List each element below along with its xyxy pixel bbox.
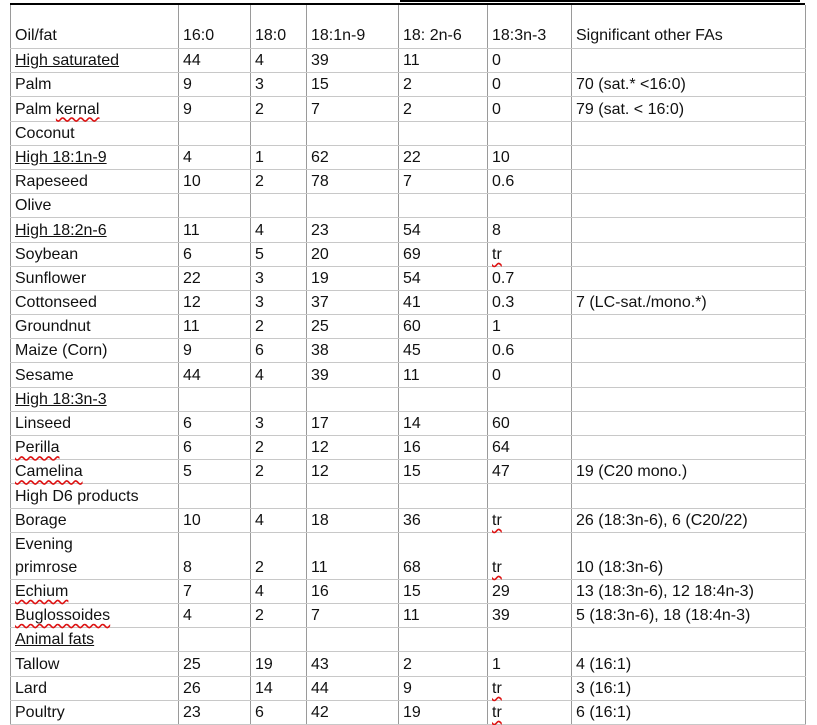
row-name-line: Evening bbox=[15, 535, 73, 553]
row-name bbox=[11, 603, 179, 627]
cell-18-2n-6: 2 bbox=[399, 652, 488, 676]
cell-18-1n-9: 16 bbox=[307, 579, 399, 603]
cell-18-1n-9: 39 bbox=[307, 49, 399, 73]
cell-18-0: 1 bbox=[251, 145, 307, 169]
cell-18-2n-6: 45 bbox=[399, 339, 488, 363]
cell-18-0: 4 bbox=[251, 218, 307, 242]
cell-18-0: 5 bbox=[251, 242, 307, 266]
cell-18-3n-3: 0 bbox=[488, 73, 572, 97]
table-row bbox=[11, 242, 806, 266]
cell-18-3n-3 bbox=[488, 628, 572, 652]
cell-18-0: 3 bbox=[251, 266, 307, 290]
table-row bbox=[11, 121, 806, 145]
cell-18-3n-3: 0 bbox=[488, 97, 572, 121]
cell-18-3n-3 bbox=[488, 121, 572, 145]
cell-16-0: 4 bbox=[179, 603, 251, 627]
cell-other: 7 (LC-sat./mono.*) bbox=[572, 290, 806, 314]
table-row bbox=[11, 218, 806, 242]
header-row bbox=[11, 5, 806, 49]
cell-18-1n-9: 19 bbox=[307, 266, 399, 290]
row-name bbox=[11, 97, 179, 121]
cell-other bbox=[572, 194, 806, 218]
header-18-3n-3: 18:3n-3 bbox=[488, 5, 572, 49]
cell-18-2n-6: 68 bbox=[399, 532, 488, 579]
cell-18-0: 2 bbox=[251, 169, 307, 193]
cell-16-0 bbox=[179, 121, 251, 145]
cell-16-0: 23 bbox=[179, 700, 251, 724]
row-name: Poultry bbox=[11, 700, 179, 724]
table-row bbox=[11, 169, 806, 193]
cell-other bbox=[572, 436, 806, 460]
cell-16-0: 12 bbox=[179, 290, 251, 314]
cell-18-0: 2 bbox=[251, 603, 307, 627]
cell-18-3n-3: 0.3 bbox=[488, 290, 572, 314]
cell-18-2n-6: 14 bbox=[399, 411, 488, 435]
cell-18-2n-6: 69 bbox=[399, 242, 488, 266]
table-row bbox=[11, 266, 806, 290]
cell-other: 26 (18:3n-6), 6 (C20/22) bbox=[572, 508, 806, 532]
cell-18-2n-6: 19 bbox=[399, 700, 488, 724]
cell-18-0: 19 bbox=[251, 652, 307, 676]
trace-value: tr bbox=[492, 245, 502, 263]
table-row bbox=[11, 387, 806, 411]
cell-18-1n-9 bbox=[307, 628, 399, 652]
cell-18-1n-9: 37 bbox=[307, 290, 399, 314]
table-row bbox=[11, 603, 806, 627]
trace-value: tr bbox=[492, 511, 502, 529]
trace-value: tr bbox=[492, 703, 502, 721]
row-name: High 18:3n-3 bbox=[11, 387, 179, 411]
table-row bbox=[11, 652, 806, 676]
cell-18-1n-9: 7 bbox=[307, 97, 399, 121]
cell-18-1n-9: 20 bbox=[307, 242, 399, 266]
row-name: Borage bbox=[11, 508, 179, 532]
cell-18-1n-9: 11 bbox=[307, 532, 399, 579]
row-name: High D6 products bbox=[11, 484, 179, 508]
cell-other bbox=[572, 339, 806, 363]
cell-other: 5 (18:3n-6), 18 (18:4n-3) bbox=[572, 603, 806, 627]
row-name-misspelled: Buglossoides bbox=[15, 607, 111, 625]
cell-16-0 bbox=[179, 484, 251, 508]
cell-16-0 bbox=[179, 194, 251, 218]
row-name-misspelled: Camelina bbox=[15, 463, 83, 481]
cell-16-0: 8 bbox=[179, 532, 251, 579]
cell-18-2n-6 bbox=[399, 121, 488, 145]
table-row bbox=[11, 339, 806, 363]
cell-16-0: 26 bbox=[179, 676, 251, 700]
cell-16-0: 6 bbox=[179, 242, 251, 266]
cell-18-2n-6 bbox=[399, 194, 488, 218]
cell-16-0 bbox=[179, 628, 251, 652]
cell-18-2n-6: 54 bbox=[399, 218, 488, 242]
cell-18-3n-3: 60 bbox=[488, 411, 572, 435]
cell-16-0: 10 bbox=[179, 508, 251, 532]
row-name-misspelled: Perilla bbox=[15, 439, 60, 457]
cell-18-3n-3: 0.6 bbox=[488, 169, 572, 193]
row-name: Animal fats bbox=[11, 628, 179, 652]
cell-18-2n-6: 15 bbox=[399, 460, 488, 484]
cell-18-3n-3: 0.6 bbox=[488, 339, 572, 363]
header-16-0: 16:0 bbox=[179, 5, 251, 49]
cell-other bbox=[572, 387, 806, 411]
cell-18-2n-6: 7 bbox=[399, 169, 488, 193]
cell-18-0: 4 bbox=[251, 363, 307, 387]
cell-16-0: 7 bbox=[179, 579, 251, 603]
row-name: High 18:1n-9 bbox=[11, 145, 179, 169]
table-row bbox=[11, 508, 806, 532]
table-row bbox=[11, 194, 806, 218]
row-name: High saturated bbox=[11, 49, 179, 73]
cell-other bbox=[572, 315, 806, 339]
cell-16-0: 11 bbox=[179, 218, 251, 242]
cell-other bbox=[572, 121, 806, 145]
table-row bbox=[11, 460, 806, 484]
cell-18-3n-3: 47 bbox=[488, 460, 572, 484]
header-18-1n-9: 18:1n-9 bbox=[307, 5, 399, 49]
cell-18-0: 2 bbox=[251, 532, 307, 579]
cell-18-1n-9: 39 bbox=[307, 363, 399, 387]
row-name: Cottonseed bbox=[11, 290, 179, 314]
cell-18-0: 3 bbox=[251, 73, 307, 97]
cell-18-3n-3 bbox=[488, 676, 572, 700]
cell-18-3n-3 bbox=[488, 508, 572, 532]
cell-18-0 bbox=[251, 121, 307, 145]
cell-18-3n-3 bbox=[488, 532, 572, 579]
cell-16-0: 4 bbox=[179, 145, 251, 169]
cell-16-0: 6 bbox=[179, 411, 251, 435]
cell-16-0: 44 bbox=[179, 363, 251, 387]
cell-18-2n-6: 60 bbox=[399, 315, 488, 339]
cell-18-1n-9: 42 bbox=[307, 700, 399, 724]
cell-18-1n-9: 38 bbox=[307, 339, 399, 363]
cell-18-2n-6: 11 bbox=[399, 603, 488, 627]
cell-18-1n-9: 44 bbox=[307, 676, 399, 700]
cell-16-0: 9 bbox=[179, 97, 251, 121]
row-name-part: Palm bbox=[15, 100, 56, 118]
cell-16-0: 9 bbox=[179, 339, 251, 363]
row-name bbox=[11, 532, 179, 579]
cell-18-2n-6: 11 bbox=[399, 49, 488, 73]
header-oil-fat: Oil/fat bbox=[11, 5, 179, 49]
cell-other: 19 (C20 mono.) bbox=[572, 460, 806, 484]
cell-other: 10 (18:3n-6) bbox=[572, 532, 806, 579]
cell-18-1n-9: 12 bbox=[307, 436, 399, 460]
row-name: Tallow bbox=[11, 652, 179, 676]
cell-other bbox=[572, 628, 806, 652]
cell-other bbox=[572, 49, 806, 73]
cell-18-0: 3 bbox=[251, 411, 307, 435]
header-18-0: 18:0 bbox=[251, 5, 307, 49]
row-name: Linseed bbox=[11, 411, 179, 435]
cell-other: 3 (16:1) bbox=[572, 676, 806, 700]
cell-other: 70 (sat.* <16:0) bbox=[572, 73, 806, 97]
cell-18-3n-3: 64 bbox=[488, 436, 572, 460]
cell-other bbox=[572, 266, 806, 290]
cell-18-0: 6 bbox=[251, 339, 307, 363]
cell-other bbox=[572, 218, 806, 242]
cell-18-1n-9 bbox=[307, 121, 399, 145]
cell-18-2n-6: 36 bbox=[399, 508, 488, 532]
cell-18-0: 14 bbox=[251, 676, 307, 700]
table-row bbox=[11, 676, 806, 700]
cell-18-1n-9 bbox=[307, 484, 399, 508]
table-row bbox=[11, 532, 806, 579]
cell-18-2n-6: 41 bbox=[399, 290, 488, 314]
cell-18-3n-3: 0 bbox=[488, 363, 572, 387]
cell-18-0: 2 bbox=[251, 315, 307, 339]
table-row bbox=[11, 628, 806, 652]
cell-18-3n-3 bbox=[488, 484, 572, 508]
table-row bbox=[11, 484, 806, 508]
cell-18-3n-3: 10 bbox=[488, 145, 572, 169]
cell-other bbox=[572, 411, 806, 435]
cell-16-0: 10 bbox=[179, 169, 251, 193]
cell-18-0: 2 bbox=[251, 436, 307, 460]
cell-18-2n-6: 22 bbox=[399, 145, 488, 169]
cell-16-0: 44 bbox=[179, 49, 251, 73]
cell-16-0: 25 bbox=[179, 652, 251, 676]
cell-18-3n-3 bbox=[488, 194, 572, 218]
cell-18-0 bbox=[251, 387, 307, 411]
cell-16-0 bbox=[179, 387, 251, 411]
cell-other: 13 (18:3n-6), 12 18:4n-3) bbox=[572, 579, 806, 603]
row-name-misspelled: Echium bbox=[15, 582, 69, 600]
cell-other bbox=[572, 145, 806, 169]
table-row bbox=[11, 315, 806, 339]
cell-18-0: 4 bbox=[251, 49, 307, 73]
cell-18-3n-3: 0 bbox=[488, 49, 572, 73]
cell-18-2n-6: 15 bbox=[399, 579, 488, 603]
cell-16-0: 22 bbox=[179, 266, 251, 290]
cell-18-1n-9: 15 bbox=[307, 73, 399, 97]
cell-18-3n-3: 8 bbox=[488, 218, 572, 242]
cell-18-2n-6: 2 bbox=[399, 73, 488, 97]
cell-18-2n-6 bbox=[399, 484, 488, 508]
cell-other bbox=[572, 169, 806, 193]
row-name-part-misspelled: kernal bbox=[55, 100, 100, 118]
row-name bbox=[11, 460, 179, 484]
row-name: Olive bbox=[11, 194, 179, 218]
row-name: Groundnut bbox=[11, 315, 179, 339]
cell-other: 4 (16:1) bbox=[572, 652, 806, 676]
cell-18-2n-6 bbox=[399, 387, 488, 411]
header-18-2n-6: 18: 2n-6 bbox=[399, 5, 488, 49]
row-name: Sunflower bbox=[11, 266, 179, 290]
row-name: Maize (Corn) bbox=[11, 339, 179, 363]
cell-16-0: 9 bbox=[179, 73, 251, 97]
cell-18-2n-6: 54 bbox=[399, 266, 488, 290]
table-row bbox=[11, 290, 806, 314]
cell-16-0: 5 bbox=[179, 460, 251, 484]
cell-18-3n-3: 1 bbox=[488, 315, 572, 339]
cell-18-1n-9: 62 bbox=[307, 145, 399, 169]
trace-value: tr bbox=[492, 679, 502, 697]
cell-18-1n-9: 43 bbox=[307, 652, 399, 676]
row-name: Coconut bbox=[11, 121, 179, 145]
header-other-fas: Significant other FAs bbox=[572, 5, 806, 49]
table-row bbox=[11, 579, 806, 603]
cell-16-0: 6 bbox=[179, 436, 251, 460]
cell-other bbox=[572, 242, 806, 266]
cell-18-2n-6 bbox=[399, 628, 488, 652]
cell-18-3n-3: 0.7 bbox=[488, 266, 572, 290]
table-row bbox=[11, 49, 806, 73]
cell-16-0: 11 bbox=[179, 315, 251, 339]
table-row bbox=[11, 145, 806, 169]
row-name: High 18:2n-6 bbox=[11, 218, 179, 242]
cell-18-1n-9: 7 bbox=[307, 603, 399, 627]
cell-18-2n-6: 16 bbox=[399, 436, 488, 460]
table-top-rule-right bbox=[400, 0, 800, 2]
row-name bbox=[11, 579, 179, 603]
cell-18-0: 3 bbox=[251, 290, 307, 314]
cell-other: 6 (16:1) bbox=[572, 700, 806, 724]
cell-18-1n-9 bbox=[307, 387, 399, 411]
row-name-line: primrose bbox=[15, 558, 78, 576]
cell-18-0 bbox=[251, 628, 307, 652]
row-name bbox=[11, 436, 179, 460]
table-row bbox=[11, 363, 806, 387]
cell-18-3n-3: 29 bbox=[488, 579, 572, 603]
cell-18-0: 6 bbox=[251, 700, 307, 724]
table-row bbox=[11, 97, 806, 121]
row-name: Rapeseed bbox=[11, 169, 179, 193]
cell-18-3n-3: 1 bbox=[488, 652, 572, 676]
cell-18-1n-9: 12 bbox=[307, 460, 399, 484]
cell-18-0: 2 bbox=[251, 97, 307, 121]
cell-18-2n-6: 11 bbox=[399, 363, 488, 387]
cell-18-3n-3: 39 bbox=[488, 603, 572, 627]
row-name: Palm bbox=[11, 73, 179, 97]
cell-18-0: 4 bbox=[251, 508, 307, 532]
table-row bbox=[11, 411, 806, 435]
row-name: Soybean bbox=[11, 242, 179, 266]
table-row bbox=[11, 73, 806, 97]
cell-18-0: 4 bbox=[251, 579, 307, 603]
cell-other bbox=[572, 484, 806, 508]
cell-other bbox=[572, 363, 806, 387]
cell-18-1n-9: 78 bbox=[307, 169, 399, 193]
cell-18-1n-9 bbox=[307, 194, 399, 218]
cell-other: 79 (sat. < 16:0) bbox=[572, 97, 806, 121]
cell-18-2n-6: 9 bbox=[399, 676, 488, 700]
trace-value: tr bbox=[492, 558, 502, 576]
cell-18-1n-9: 25 bbox=[307, 315, 399, 339]
row-name: Lard bbox=[11, 676, 179, 700]
cell-18-0 bbox=[251, 194, 307, 218]
cell-18-1n-9: 17 bbox=[307, 411, 399, 435]
row-name: Sesame bbox=[11, 363, 179, 387]
fatty-acid-table bbox=[10, 5, 806, 725]
cell-18-1n-9: 18 bbox=[307, 508, 399, 532]
table-row bbox=[11, 436, 806, 460]
cell-18-0 bbox=[251, 484, 307, 508]
cell-18-3n-3 bbox=[488, 242, 572, 266]
cell-18-2n-6: 2 bbox=[399, 97, 488, 121]
cell-18-1n-9: 23 bbox=[307, 218, 399, 242]
cell-18-0: 2 bbox=[251, 460, 307, 484]
cell-18-3n-3 bbox=[488, 387, 572, 411]
